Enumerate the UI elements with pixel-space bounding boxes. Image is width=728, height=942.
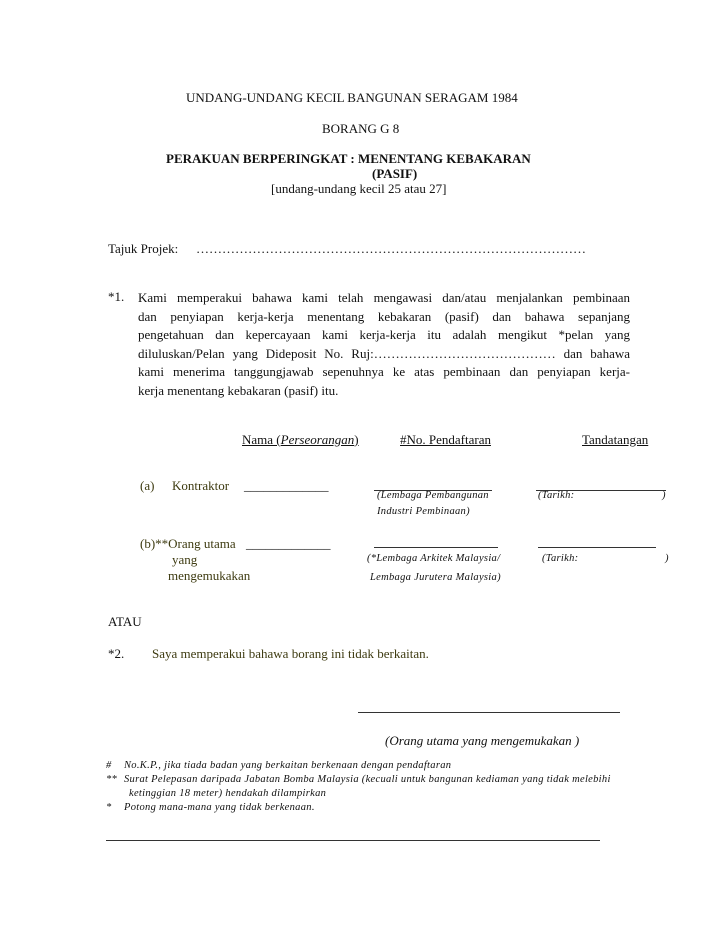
row-b-registration-field[interactable] — [374, 547, 498, 548]
footnote-mark: ** — [106, 774, 118, 785]
footnote-text: ketinggian 18 meter) hendakah dilampirkan — [129, 788, 327, 799]
row-a-registration-body-line1: (Lembaga Pembangunan — [377, 490, 489, 501]
row-a-name-field[interactable]: _____________ — [244, 478, 329, 493]
row-a-role: Kontraktor — [172, 478, 230, 493]
row-b-date-label: (Tarikh: — [542, 553, 579, 564]
column-header-name-italic: Perseorangan — [280, 432, 355, 447]
row-a-registration-body-line2: Industri Pembinaan) — [377, 506, 470, 517]
row-b-registration-body-line2: Lembaga Jurutera Malaysia) — [370, 572, 501, 583]
footnote-text: Potong mana-mana yang tidak berkenaan. — [124, 802, 315, 813]
column-header-name-suffix: ) — [354, 432, 359, 447]
row-b-role-line3: mengemukakan — [168, 568, 251, 583]
clause-1-line: dan penyiapan kerja-kerja menentang kebakaran (pasif) dan bahawa sepanjang — [138, 308, 630, 324]
row-b-name-field[interactable]: _____________ — [246, 536, 331, 551]
clause-1-line: diluluskan/Pelan yang Dideposit No. Ruj:…………………………………… dan bahawa — [138, 345, 630, 361]
clause-1-line: pengetahuan dan kepercayaan kami kerja-kerja itu adalah mengikut *pelan yang — [138, 327, 630, 343]
clause-2-marker: *2. — [108, 646, 125, 661]
bylaw-reference: [undang-undang kecil 25 atau 27] — [271, 181, 447, 196]
atau-heading: ATAU — [108, 614, 142, 629]
clause-1-paragraph — [138, 289, 630, 401]
bottom-rule — [106, 840, 600, 841]
footnote-text: No.K.P., jika tiada badan yang berkaitan berkenaan dengan pendaftaran — [124, 760, 452, 771]
clause-1-line: kami menerima tanggungjawab sepenuhnya ke atas pembinaan dan penyiapan kerja- — [138, 364, 630, 380]
clause-2-text: Saya memperakui bahawa borang ini tidak berkaitan. — [152, 646, 429, 661]
row-a-date-label: (Tarikh: — [538, 490, 575, 501]
submitter-caption: (Orang utama yang mengemukakan ) — [385, 733, 580, 748]
column-header-name-prefix: Nama ( — [242, 432, 281, 447]
column-header-signature: Tandatangan — [582, 432, 649, 447]
footnote-mark: * — [106, 802, 112, 813]
submitter-signature-field[interactable] — [358, 712, 620, 713]
row-a-date-close: ) — [662, 490, 666, 501]
footnote-text: Surat Pelepasan daripada Jabatan Bomba Malaysia (kecuali untuk bangunan kediaman yang tidak melebihi — [124, 774, 611, 785]
form-title-line2: (PASIF) — [372, 166, 418, 181]
project-title-field[interactable]: ……………………………………………………………………………… — [196, 241, 586, 256]
clause-1-line: Kami memperakui bahawa kami telah mengawasi dan/atau menjalankan pembinaan — [138, 290, 630, 305]
clause-1-line: kerja menentang kebakaran (pasif) itu. — [138, 382, 339, 398]
row-b-role-line2: yang — [172, 552, 198, 567]
row-b-registration-body-line1: (*Lembaga Arkitek Malaysia/ — [367, 553, 501, 564]
clause-1-marker: *1. — [108, 289, 125, 304]
act-title: UNDANG-UNDANG KECIL BANGUNAN SERAGAM 1984 — [186, 90, 518, 105]
row-b-label: (b)**Orang utama — [140, 536, 236, 551]
column-header-registration: #No. Pendaftaran — [400, 432, 491, 447]
row-b-signature-field[interactable] — [538, 547, 656, 548]
footnote-mark: # — [106, 760, 112, 771]
form-title-line1: PERAKUAN BERPERINGKAT : MENENTANG KEBAKARAN — [166, 151, 531, 166]
project-title-label: Tajuk Projek: — [108, 241, 179, 256]
row-b-date-close: ) — [665, 553, 669, 564]
row-a-label: (a) — [140, 478, 155, 493]
column-header-name — [242, 432, 359, 448]
form-code: BORANG G 8 — [322, 121, 400, 136]
